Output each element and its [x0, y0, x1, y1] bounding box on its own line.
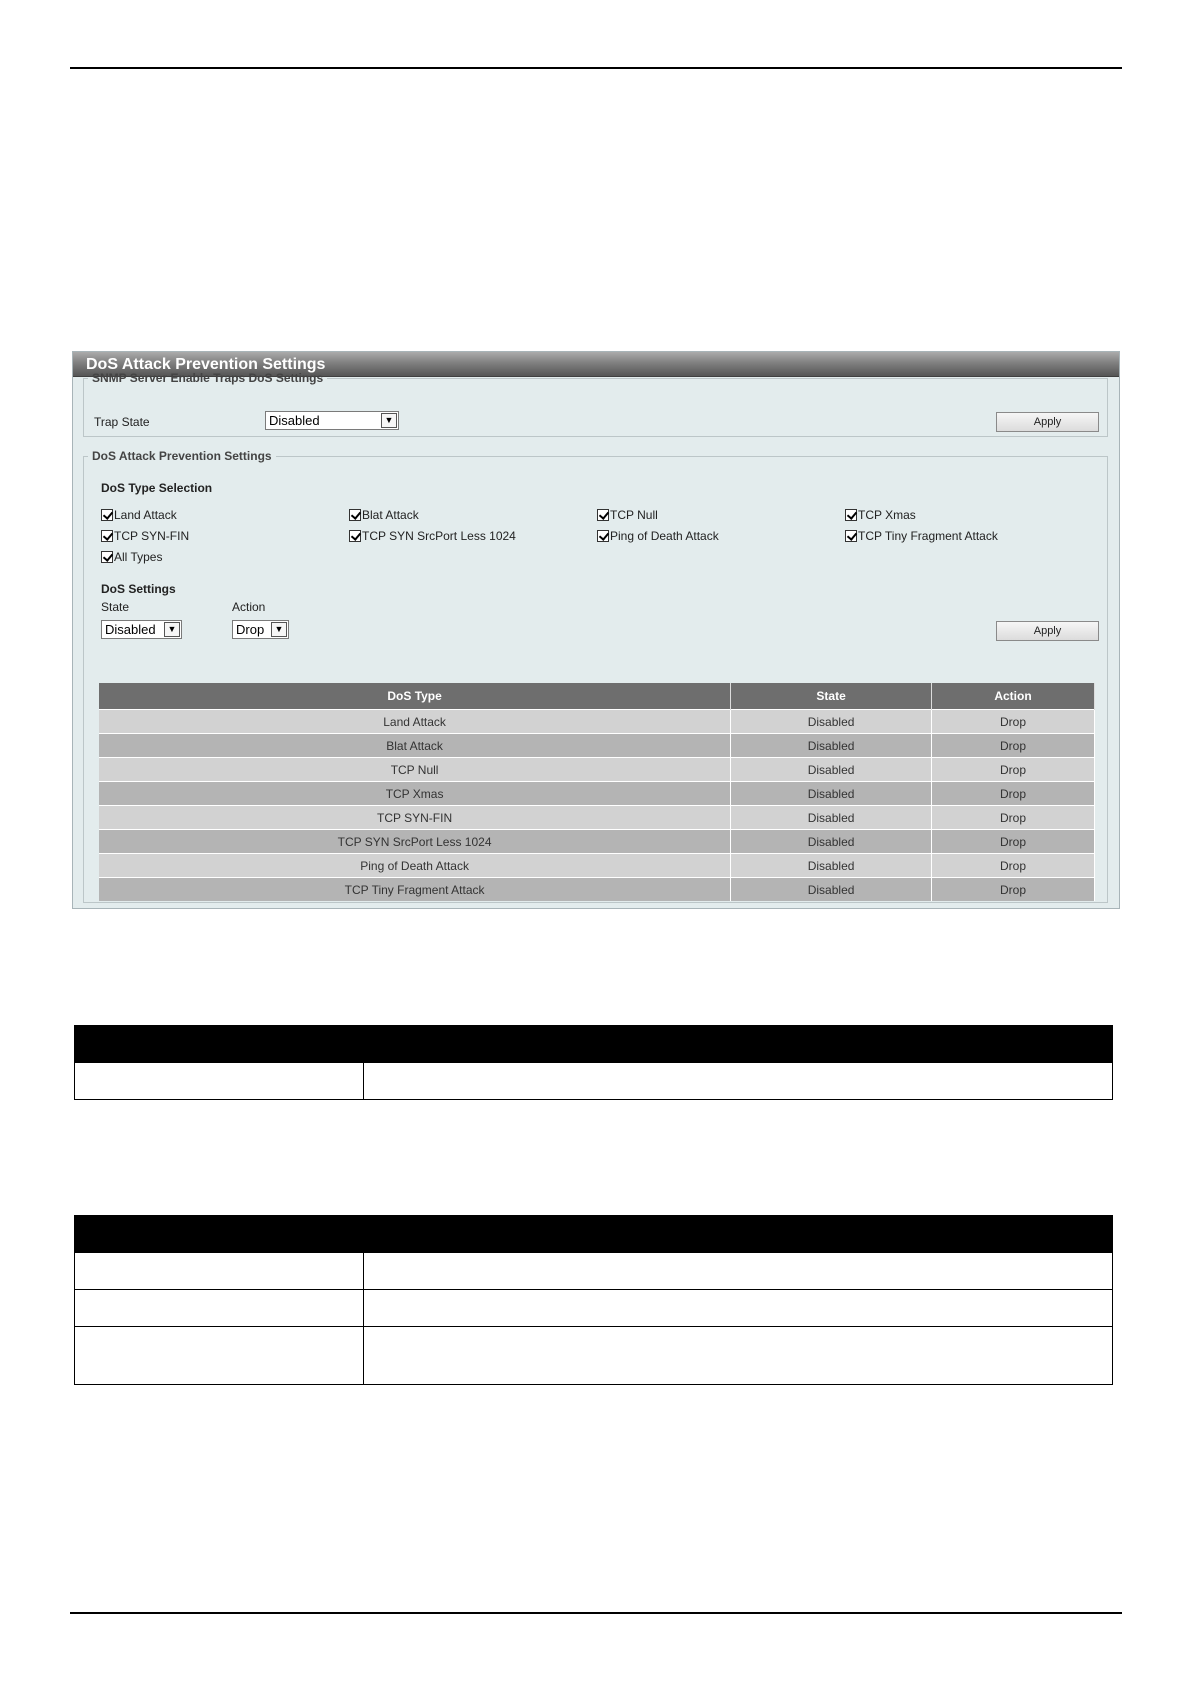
- table-row: [75, 1327, 1113, 1385]
- cell-state: Disabled: [731, 806, 932, 830]
- checkbox-land-attack[interactable]: Land Attack: [101, 508, 177, 522]
- dos-state-value: Disabled: [105, 622, 156, 637]
- chevron-down-icon: ▼: [381, 413, 397, 428]
- snmp-traps-legend: SNMP Server Enable Traps DoS Settings: [92, 371, 324, 385]
- table-row: [75, 1290, 1113, 1327]
- cell-state: Disabled: [731, 878, 932, 902]
- dos-settings-table: [99, 683, 1095, 901]
- table-row: [75, 1253, 1113, 1290]
- checkbox-blat-attack[interactable]: Blat Attack: [349, 508, 419, 522]
- dos-action-value: Drop: [236, 622, 265, 637]
- table-cell: [75, 1253, 364, 1290]
- cell-dos-type: TCP SYN-FIN: [99, 806, 731, 830]
- table-row: [99, 878, 1095, 902]
- column-header-dos-type: DoS Type: [99, 683, 731, 710]
- state-label: State: [101, 600, 130, 614]
- cell-action: Drop: [931, 806, 1094, 830]
- table-cell: [364, 1290, 1113, 1327]
- checkbox-checked-icon: [101, 509, 113, 521]
- checkbox-tcp-tiny-fragment[interactable]: TCP Tiny Fragment Attack: [845, 529, 998, 543]
- checkbox-checked-icon: [101, 530, 113, 542]
- cell-state: Disabled: [731, 782, 932, 806]
- checkbox-checked-icon: [845, 509, 857, 521]
- table-row: [99, 830, 1095, 854]
- cell-state: Disabled: [731, 830, 932, 854]
- table-row: [99, 806, 1095, 830]
- table-row: [99, 782, 1095, 806]
- cell-state: Disabled: [731, 734, 932, 758]
- trap-state-value: Disabled: [269, 413, 320, 428]
- action-label: Action: [232, 600, 266, 614]
- checkbox-checked-icon: [349, 509, 361, 521]
- cell-state: Disabled: [731, 710, 932, 734]
- header-rule: [70, 67, 1122, 69]
- trap-apply-button[interactable]: Apply: [996, 412, 1099, 432]
- checkbox-checked-icon: [101, 551, 113, 563]
- column-header-state: State: [731, 683, 932, 710]
- chevron-down-icon: ▼: [164, 622, 180, 637]
- table-cell: [75, 1290, 364, 1327]
- trap-state-label: Trap State: [94, 415, 150, 429]
- checkbox-tcp-xmas[interactable]: TCP Xmas: [845, 508, 916, 522]
- cell-dos-type: TCP Xmas: [99, 782, 731, 806]
- chevron-down-icon: ▼: [271, 622, 287, 637]
- checkbox-checked-icon: [597, 509, 609, 521]
- checkbox-checked-icon: [845, 530, 857, 542]
- table-row: [99, 710, 1095, 734]
- trap-state-select[interactable]: [265, 411, 399, 430]
- cell-dos-type: TCP SYN SrcPort Less 1024: [99, 830, 731, 854]
- table-row: [99, 758, 1095, 782]
- cell-action: Drop: [931, 782, 1094, 806]
- cell-dos-type: TCP Tiny Fragment Attack: [99, 878, 731, 902]
- table-header-row: [75, 1216, 1113, 1253]
- footer-rule: [70, 1612, 1122, 1614]
- table-header-row: [99, 683, 1095, 710]
- cell-action: Drop: [931, 710, 1094, 734]
- table-row: [75, 1063, 1113, 1100]
- checkbox-checked-icon: [349, 530, 361, 542]
- cell-action: Drop: [931, 734, 1094, 758]
- cell-action: Drop: [931, 758, 1094, 782]
- checkbox-tcp-null[interactable]: TCP Null: [597, 508, 658, 522]
- dos-type-selection-heading: DoS Type Selection: [101, 481, 213, 495]
- table-cell: [75, 1327, 364, 1385]
- cell-dos-type: TCP Null: [99, 758, 731, 782]
- table-header-cell: [364, 1026, 1113, 1063]
- column-header-action: Action: [931, 683, 1094, 710]
- panel-title: DoS Attack Prevention Settings: [73, 352, 1119, 377]
- cell-dos-type: Land Attack: [99, 710, 731, 734]
- checkbox-tcp-syn-srcport[interactable]: TCP SYN SrcPort Less 1024: [349, 529, 516, 543]
- checkbox-checked-icon: [597, 530, 609, 542]
- table-header-cell: [364, 1216, 1113, 1253]
- checkbox-all-types[interactable]: All Types: [101, 550, 162, 564]
- checkbox-tcp-syn-fin[interactable]: TCP SYN-FIN: [101, 529, 189, 543]
- checkbox-ping-of-death[interactable]: Ping of Death Attack: [597, 529, 719, 543]
- table-cell: [75, 1063, 364, 1100]
- table-row: [99, 854, 1095, 878]
- parameter-table-1: [74, 1025, 1113, 1100]
- table-header-cell: [75, 1216, 364, 1253]
- dos-apply-button[interactable]: Apply: [996, 621, 1099, 641]
- cell-state: Disabled: [731, 758, 932, 782]
- cell-action: Drop: [931, 830, 1094, 854]
- table-header-cell: [75, 1026, 364, 1063]
- dos-state-select[interactable]: [101, 620, 182, 639]
- table-row: [99, 734, 1095, 758]
- cell-action: Drop: [931, 878, 1094, 902]
- table-cell: [364, 1327, 1113, 1385]
- table-header-row: [75, 1026, 1113, 1063]
- snmp-traps-group: [83, 371, 1108, 437]
- parameter-table-2: [74, 1215, 1113, 1385]
- dos-attack-prevention-panel: [72, 351, 1120, 909]
- table-cell: [364, 1063, 1113, 1100]
- dos-settings-heading: DoS Settings: [101, 582, 176, 596]
- dos-action-select[interactable]: [232, 620, 289, 639]
- cell-dos-type: Blat Attack: [99, 734, 731, 758]
- cell-dos-type: Ping of Death Attack: [99, 854, 731, 878]
- dos-settings-legend: DoS Attack Prevention Settings: [92, 449, 272, 463]
- cell-action: Drop: [931, 854, 1094, 878]
- cell-state: Disabled: [731, 854, 932, 878]
- table-cell: [364, 1253, 1113, 1290]
